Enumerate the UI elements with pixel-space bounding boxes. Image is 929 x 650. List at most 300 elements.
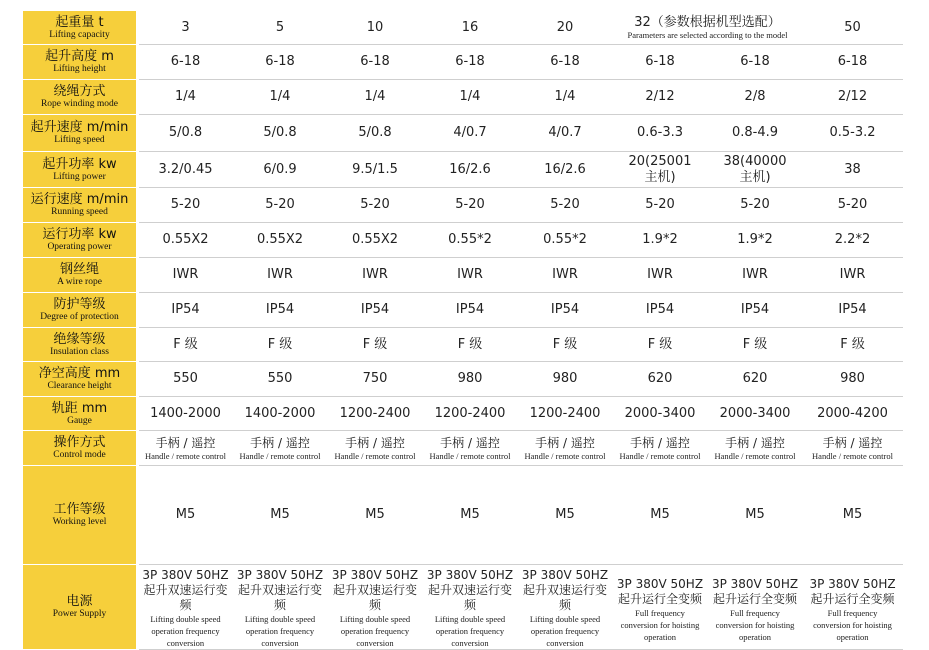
capacity-cell bbox=[518, 11, 613, 45]
power-mode-en-2: operation frequency bbox=[435, 626, 505, 636]
cell-value: IP54 bbox=[645, 302, 675, 317]
capacity-value: 5 bbox=[275, 19, 285, 35]
value-cell bbox=[708, 565, 803, 650]
table-row-capacity bbox=[23, 11, 903, 45]
value-cell bbox=[233, 115, 328, 152]
cell-value: 1200-2400 bbox=[434, 405, 506, 421]
label-cn: 起重量 t bbox=[55, 14, 104, 30]
value-cell bbox=[708, 80, 803, 115]
power-mode-en-2: operation frequency bbox=[340, 626, 410, 636]
cell-value: 1400-2000 bbox=[150, 405, 221, 421]
cell-value: 6-18 bbox=[360, 54, 390, 69]
cell-value: 4/0.7 bbox=[548, 125, 582, 140]
power-mode-cn: 起升双速运行变频 bbox=[143, 583, 228, 612]
capacity-note: Parameters are selected according to the model bbox=[627, 29, 788, 40]
label-cn: 起升功率 kw bbox=[42, 156, 117, 172]
cell-value: 0.55X2 bbox=[162, 232, 209, 247]
value-cell bbox=[423, 188, 518, 223]
capacity-value: 3 bbox=[181, 19, 190, 35]
label-cn: 钢丝绳 bbox=[59, 262, 99, 277]
capacity-cell bbox=[233, 11, 328, 45]
value-cell bbox=[803, 328, 903, 362]
cell-value: IWR bbox=[552, 267, 578, 282]
value-cell bbox=[803, 152, 903, 188]
cell-value: 6-18 bbox=[170, 54, 201, 69]
cell-subvalue: Handle / remote control bbox=[714, 451, 796, 461]
value-cell bbox=[138, 362, 233, 397]
cell-subvalue: Handle / remote control bbox=[429, 451, 511, 461]
value-cell bbox=[708, 362, 803, 397]
cell-value: 1/4 bbox=[175, 89, 196, 104]
value-cell bbox=[138, 223, 233, 258]
value-cell bbox=[803, 115, 903, 152]
cell-value: 5-20 bbox=[645, 197, 675, 212]
table-row bbox=[23, 45, 903, 80]
value-cell bbox=[138, 258, 233, 293]
cell-value: 38 bbox=[844, 161, 861, 177]
capacity-cell bbox=[328, 11, 423, 45]
row-label bbox=[23, 431, 138, 466]
value-cell bbox=[138, 115, 233, 152]
value-cell bbox=[613, 431, 708, 466]
power-mode-en-1: Lifting double speed bbox=[339, 614, 411, 624]
cell-value: 5-20 bbox=[550, 197, 580, 212]
power-mode-en-3: conversion bbox=[451, 638, 489, 648]
capacity-value: 32（参数根据机型选配） bbox=[634, 14, 781, 30]
value-cell bbox=[423, 45, 518, 80]
row-label-capacity bbox=[23, 11, 138, 45]
power-mode-en-2: operation frequency bbox=[245, 626, 315, 636]
value-cell bbox=[708, 293, 803, 328]
label-en: Clearance height bbox=[47, 381, 112, 391]
power-voltage: 3P 380V 50HZ bbox=[616, 577, 704, 591]
power-mode-cn: 起升双速运行变频 bbox=[427, 583, 512, 612]
power-mode-en-3: conversion bbox=[261, 638, 299, 648]
value-cell bbox=[423, 115, 518, 152]
power-mode-cn: 起升运行全变频 bbox=[810, 592, 895, 606]
cell-value: 5-20 bbox=[740, 197, 770, 212]
cell-value: 手柄 / 遥控 bbox=[250, 436, 310, 450]
value-cell bbox=[138, 431, 233, 466]
cell-value: F 级 bbox=[362, 336, 388, 352]
row-label bbox=[23, 223, 138, 258]
row-label bbox=[23, 466, 138, 565]
cell-subvalue: Handle / remote control bbox=[619, 451, 701, 461]
cell-value: 2000-3400 bbox=[719, 405, 791, 421]
row-label bbox=[23, 258, 138, 293]
cell-value: 1/4 bbox=[364, 89, 386, 104]
cell-value: 手柄 / 遥控 bbox=[440, 436, 500, 450]
row-label bbox=[23, 80, 138, 115]
value-cell bbox=[613, 223, 708, 258]
power-mode-cn: 起升双速运行变频 bbox=[332, 583, 417, 612]
cell-value: 2000-4200 bbox=[817, 405, 888, 421]
cell-value: 0.55*2 bbox=[448, 232, 492, 247]
table-row bbox=[23, 466, 903, 565]
cell-value: 5-20 bbox=[265, 197, 295, 212]
cell-value: IWR bbox=[457, 267, 483, 282]
value-cell bbox=[803, 80, 903, 115]
cell-value: 550 bbox=[173, 371, 198, 386]
value-cell bbox=[423, 258, 518, 293]
value-cell bbox=[708, 466, 803, 565]
cell-value: M5 bbox=[842, 507, 863, 522]
spec-table bbox=[22, 10, 903, 650]
value-cell bbox=[233, 362, 328, 397]
value-cell bbox=[803, 293, 903, 328]
value-cell bbox=[613, 466, 708, 565]
power-mode-en-1: Full frequency bbox=[827, 608, 878, 618]
table-row bbox=[23, 80, 903, 115]
value-cell bbox=[423, 223, 518, 258]
value-cell bbox=[518, 466, 613, 565]
cell-value: 0.55X2 bbox=[256, 232, 304, 247]
cell-value: M5 bbox=[745, 507, 765, 522]
cell-value: 5/0.8 bbox=[168, 125, 203, 140]
power-mode-en-3: conversion bbox=[546, 638, 584, 648]
cell-value: 5-20 bbox=[170, 197, 201, 212]
table-row bbox=[23, 293, 903, 328]
value-cell bbox=[708, 152, 803, 188]
value-cell bbox=[233, 397, 328, 431]
label-en: Power Supply bbox=[52, 609, 107, 619]
cell-value: 1/4 bbox=[269, 89, 291, 104]
cell-value: F 级 bbox=[552, 336, 578, 352]
value-cell bbox=[423, 397, 518, 431]
label-cn: 运行速度 m/min bbox=[30, 192, 129, 207]
value-cell bbox=[423, 152, 518, 188]
value-cell bbox=[138, 152, 233, 188]
value-cell bbox=[518, 397, 613, 431]
cell-value: 5-20 bbox=[455, 197, 485, 212]
label-en: Lifting height bbox=[53, 64, 106, 74]
value-cell bbox=[803, 362, 903, 397]
cell-value: 手柄 / 遥控 bbox=[630, 436, 690, 450]
value-cell bbox=[233, 431, 328, 466]
value-cell bbox=[613, 45, 708, 80]
cell-value: 5-20 bbox=[837, 197, 868, 212]
cell-value: IWR bbox=[267, 267, 293, 282]
capacity-cell bbox=[803, 11, 903, 45]
label-cn: 电源 bbox=[66, 594, 93, 609]
label-cn: 操作方式 bbox=[53, 435, 106, 450]
label-cn: 运行功率 kw bbox=[42, 227, 117, 242]
value-cell bbox=[518, 80, 613, 115]
power-mode-cn: 起升双速运行变频 bbox=[237, 583, 322, 612]
value-cell bbox=[613, 258, 708, 293]
value-cell bbox=[803, 431, 903, 466]
value-cell bbox=[328, 397, 423, 431]
value-cell bbox=[328, 293, 423, 328]
value-cell bbox=[138, 188, 233, 223]
value-cell bbox=[233, 565, 328, 650]
value-cell bbox=[518, 431, 613, 466]
cell-value: 1/4 bbox=[554, 89, 576, 104]
power-voltage: 3P 380V 50HZ bbox=[426, 568, 514, 582]
label-cn: 工作等级 bbox=[53, 502, 106, 517]
cell-value: 0.55*2 bbox=[543, 232, 587, 247]
cell-value: 6-18 bbox=[265, 54, 295, 69]
cell-value: 2000-3400 bbox=[624, 405, 696, 421]
cell-value: 1200-2400 bbox=[529, 405, 601, 421]
cell-value: IWR bbox=[172, 267, 199, 282]
table-row bbox=[23, 565, 903, 650]
power-mode-en-1: Full frequency bbox=[730, 608, 780, 618]
value-cell bbox=[233, 188, 328, 223]
value-cell bbox=[328, 80, 423, 115]
value-cell bbox=[613, 80, 708, 115]
value-cell bbox=[328, 466, 423, 565]
value-cell bbox=[613, 397, 708, 431]
label-en: Working level bbox=[52, 517, 107, 527]
cell-value: IP54 bbox=[455, 302, 485, 317]
value-cell bbox=[423, 328, 518, 362]
value-cell bbox=[138, 80, 233, 115]
cell-value: M5 bbox=[650, 507, 670, 522]
value-cell bbox=[708, 328, 803, 362]
value-cell bbox=[518, 115, 613, 152]
cell-subvalue: Handle / remote control bbox=[145, 451, 226, 461]
cell-value: 980 bbox=[457, 371, 483, 386]
value-cell bbox=[233, 466, 328, 565]
value-cell bbox=[138, 293, 233, 328]
cell-value: F 级 bbox=[267, 336, 293, 352]
label-en: Operating power bbox=[47, 242, 112, 252]
label-en: Control mode bbox=[53, 450, 106, 460]
cell-value: 手柄 / 遥控 bbox=[535, 436, 595, 450]
cell-value: M5 bbox=[175, 507, 196, 522]
cell-subvalue: Handle / remote control bbox=[334, 451, 416, 461]
cell-value: 38(40000 主机) bbox=[723, 153, 787, 185]
cell-value: 2/12 bbox=[837, 89, 868, 104]
power-mode-en-3: operation bbox=[836, 632, 869, 642]
value-cell bbox=[803, 188, 903, 223]
spec-table-body bbox=[23, 11, 903, 650]
capacity-cell bbox=[138, 11, 233, 45]
value-cell bbox=[613, 328, 708, 362]
cell-value: 3.2/0.45 bbox=[158, 161, 213, 177]
value-cell bbox=[423, 565, 518, 650]
cell-value: 750 bbox=[362, 371, 388, 386]
value-cell bbox=[328, 328, 423, 362]
power-mode-cn: 起升运行全变频 bbox=[617, 592, 702, 606]
cell-value: 0.55X2 bbox=[351, 232, 399, 247]
cell-value: 2/8 bbox=[744, 89, 766, 104]
power-voltage: 3P 380V 50HZ bbox=[521, 568, 609, 582]
power-mode-en-3: conversion bbox=[356, 638, 394, 648]
cell-value: 1400-2000 bbox=[244, 405, 316, 421]
cell-value: M5 bbox=[460, 507, 480, 522]
cell-value: 手柄 / 遥控 bbox=[822, 436, 883, 450]
cell-value: IP54 bbox=[265, 302, 295, 317]
label-cn: 轨距 mm bbox=[51, 400, 108, 416]
power-voltage: 3P 380V 50HZ bbox=[142, 568, 229, 582]
cell-value: 手柄 / 遥控 bbox=[345, 436, 405, 450]
label-en: Rope winding mode bbox=[40, 99, 119, 109]
cell-value: 0.6-3.3 bbox=[636, 125, 684, 140]
value-cell bbox=[613, 565, 708, 650]
power-mode-en-1: Full frequency bbox=[635, 608, 685, 618]
cell-value: 6-18 bbox=[645, 54, 675, 69]
label-en: A wire rope bbox=[57, 277, 102, 287]
power-mode-en-2: conversion for hoisting bbox=[620, 620, 700, 630]
value-cell bbox=[233, 223, 328, 258]
cell-value: 手柄 / 遥控 bbox=[725, 436, 785, 450]
cell-value: 550 bbox=[267, 371, 293, 386]
cell-value: 980 bbox=[840, 371, 865, 386]
value-cell bbox=[328, 431, 423, 466]
label-en: Gauge bbox=[67, 415, 92, 426]
cell-value: 2.2*2 bbox=[834, 232, 871, 247]
row-label bbox=[23, 152, 138, 188]
value-cell bbox=[328, 188, 423, 223]
cell-value: 6-18 bbox=[837, 54, 868, 69]
value-cell bbox=[803, 466, 903, 565]
value-cell bbox=[138, 328, 233, 362]
table-row bbox=[23, 223, 903, 258]
power-mode-en-2: conversion for hoisting bbox=[813, 620, 892, 630]
value-cell bbox=[613, 362, 708, 397]
label-en: Running speed bbox=[51, 207, 108, 217]
value-cell bbox=[138, 397, 233, 431]
cell-value: 980 bbox=[552, 371, 578, 386]
value-cell bbox=[613, 293, 708, 328]
spec-table-container bbox=[22, 10, 902, 650]
cell-value: 16/2.6 bbox=[449, 161, 491, 177]
table-row bbox=[23, 397, 903, 431]
cell-subvalue: Handle / remote control bbox=[239, 451, 321, 461]
cell-value: 5-20 bbox=[360, 197, 390, 212]
cell-value: IP54 bbox=[838, 302, 867, 317]
value-cell bbox=[423, 431, 518, 466]
power-voltage: 3P 380V 50HZ bbox=[711, 577, 799, 591]
cell-value: IP54 bbox=[171, 302, 200, 317]
cell-value: IWR bbox=[362, 267, 388, 282]
power-voltage: 3P 380V 50HZ bbox=[236, 568, 324, 582]
cell-value: 1.9*2 bbox=[737, 232, 773, 247]
value-cell bbox=[518, 223, 613, 258]
table-row bbox=[23, 115, 903, 152]
value-cell bbox=[138, 466, 233, 565]
table-row bbox=[23, 188, 903, 223]
capacity-value: 50 bbox=[844, 19, 861, 35]
power-mode-en-2: operation frequency bbox=[530, 626, 600, 636]
value-cell bbox=[423, 362, 518, 397]
value-cell bbox=[613, 152, 708, 188]
cell-subvalue: Handle / remote control bbox=[524, 451, 606, 461]
cell-value: F 级 bbox=[742, 336, 768, 352]
cell-value: IWR bbox=[742, 267, 768, 282]
capacity-value: 10 bbox=[366, 19, 384, 35]
table-row bbox=[23, 431, 903, 466]
row-label bbox=[23, 565, 138, 650]
power-mode-en-3: conversion bbox=[166, 638, 205, 648]
cell-value: 620 bbox=[647, 371, 673, 386]
label-en: Lifting capacity bbox=[49, 29, 110, 40]
value-cell bbox=[233, 80, 328, 115]
cell-value: 6-18 bbox=[455, 54, 485, 69]
row-label bbox=[23, 328, 138, 362]
table-row bbox=[23, 362, 903, 397]
value-cell bbox=[328, 223, 423, 258]
value-cell bbox=[233, 328, 328, 362]
value-cell bbox=[708, 188, 803, 223]
value-cell bbox=[518, 258, 613, 293]
label-en: Lifting speed bbox=[54, 135, 105, 145]
cell-value: 16/2.6 bbox=[544, 161, 586, 177]
cell-value: 1200-2400 bbox=[339, 405, 411, 421]
cell-value: 手柄 / 遥控 bbox=[155, 436, 216, 450]
capacity-value: 16 bbox=[461, 19, 479, 35]
value-cell bbox=[518, 328, 613, 362]
value-cell bbox=[138, 565, 233, 650]
label-en: Degree of protection bbox=[40, 312, 119, 322]
value-cell bbox=[708, 45, 803, 80]
power-mode-en-2: operation frequency bbox=[151, 626, 220, 636]
value-cell bbox=[328, 362, 423, 397]
value-cell bbox=[613, 188, 708, 223]
cell-value: F 级 bbox=[840, 336, 865, 352]
value-cell bbox=[328, 565, 423, 650]
cell-value: 5/0.8 bbox=[358, 125, 392, 140]
power-mode-en-3: operation bbox=[643, 632, 677, 642]
value-cell bbox=[328, 258, 423, 293]
cell-value: 2/12 bbox=[645, 89, 675, 104]
value-cell bbox=[708, 258, 803, 293]
table-row bbox=[23, 328, 903, 362]
cell-value: F 级 bbox=[457, 336, 483, 352]
cell-value: M5 bbox=[270, 507, 290, 522]
cell-value: 1.9*2 bbox=[642, 232, 678, 247]
value-cell bbox=[803, 258, 903, 293]
label-en: Lifting power bbox=[53, 171, 106, 182]
cell-value: IP54 bbox=[740, 302, 770, 317]
value-cell bbox=[328, 45, 423, 80]
value-cell bbox=[518, 293, 613, 328]
cell-value: 20(25001 主机) bbox=[628, 153, 692, 185]
value-cell bbox=[518, 362, 613, 397]
value-cell bbox=[518, 45, 613, 80]
value-cell bbox=[233, 45, 328, 80]
cell-value: 5/0.8 bbox=[263, 125, 297, 140]
label-en: Insulation class bbox=[50, 346, 109, 357]
cell-value: M5 bbox=[555, 507, 575, 522]
value-cell bbox=[233, 293, 328, 328]
cell-value: IP54 bbox=[360, 302, 390, 317]
capacity-cell-merged bbox=[613, 11, 803, 45]
value-cell bbox=[518, 565, 613, 650]
value-cell bbox=[708, 115, 803, 152]
power-mode-en-2: conversion for hoisting bbox=[715, 620, 795, 630]
cell-value: IP54 bbox=[550, 302, 580, 317]
cell-value: 6-18 bbox=[740, 54, 770, 69]
value-cell bbox=[328, 115, 423, 152]
power-mode-en-1: Lifting double speed bbox=[434, 614, 506, 624]
cell-value: IWR bbox=[839, 267, 866, 282]
cell-value: F 级 bbox=[173, 336, 198, 352]
value-cell bbox=[803, 565, 903, 650]
cell-value: 6-18 bbox=[550, 54, 580, 69]
power-mode-en-3: operation bbox=[738, 632, 772, 642]
power-voltage: 3P 380V 50HZ bbox=[809, 577, 896, 591]
value-cell bbox=[423, 466, 518, 565]
value-cell bbox=[423, 80, 518, 115]
row-label bbox=[23, 45, 138, 80]
power-mode-cn: 起升双速运行变频 bbox=[522, 583, 607, 612]
label-cn: 起升速度 m/min bbox=[30, 120, 129, 135]
value-cell bbox=[803, 223, 903, 258]
power-mode-cn: 起升运行全变频 bbox=[713, 592, 798, 606]
